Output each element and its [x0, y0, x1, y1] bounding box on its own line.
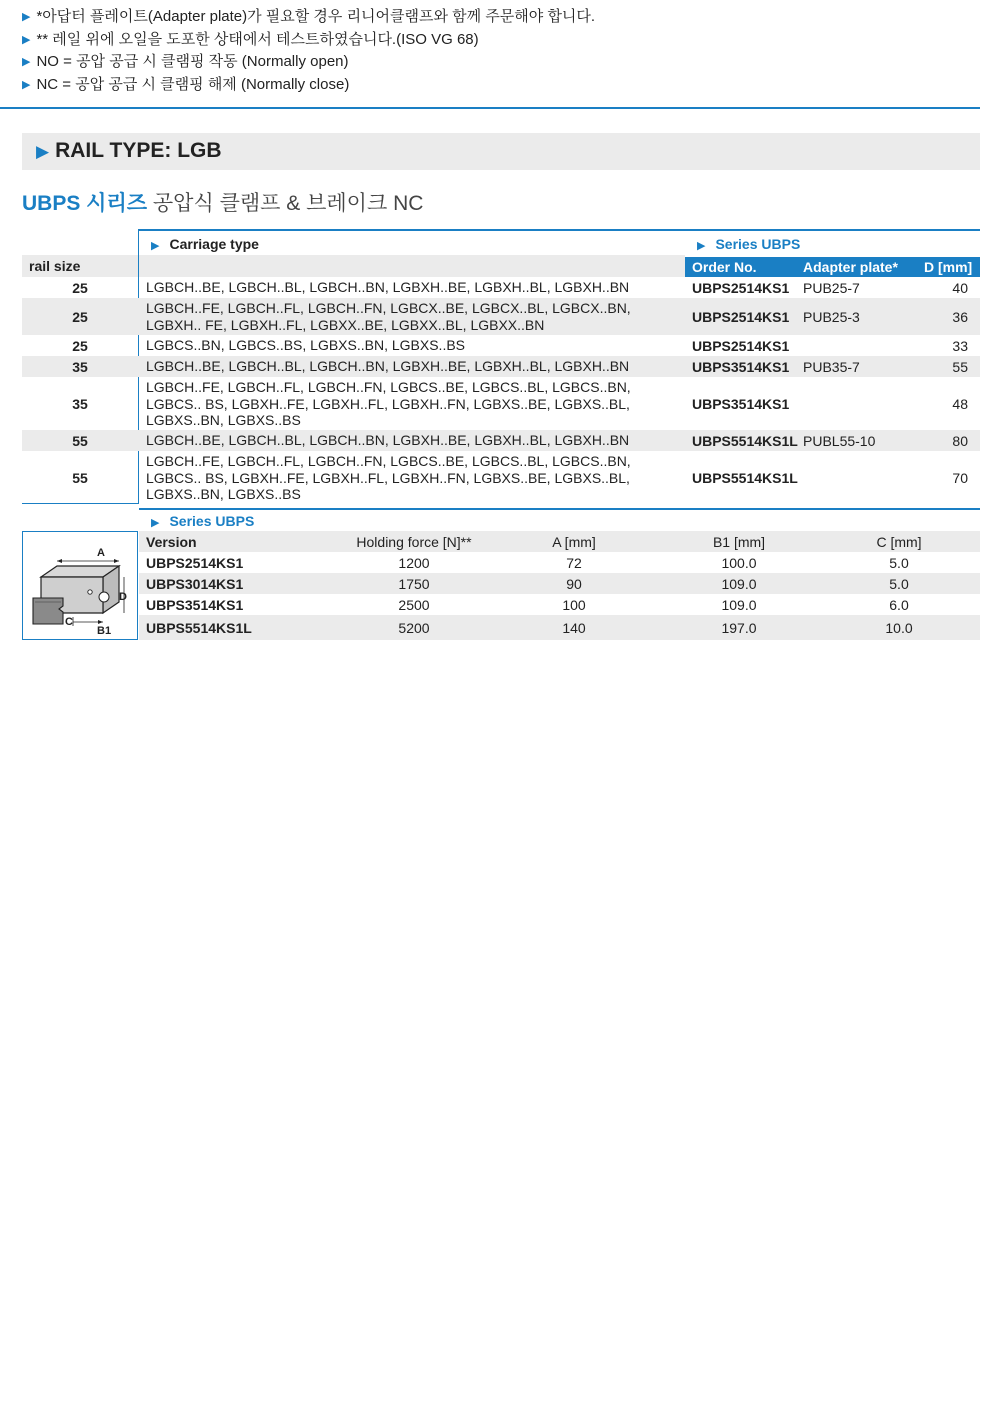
version-cell: UBPS5514KS1L [146, 620, 252, 636]
triangle-bullet-icon: ▶ [697, 240, 706, 252]
adapter-cell: PUB25-3 [803, 309, 860, 325]
triangle-bullet-icon: ▶ [36, 142, 50, 161]
a-cell: 90 [566, 576, 582, 592]
rail-size-cell: 35 [72, 359, 88, 375]
d-cell: 80 [952, 433, 968, 449]
carriage-header-cell [139, 255, 685, 277]
order-no-cell: UBPS5514KS1L [692, 470, 798, 486]
table-header-row [22, 255, 980, 277]
table-row [22, 277, 980, 298]
version-cell: UBPS3514KS1 [146, 597, 244, 613]
carriage-cell: LGBCH..BE, LGBCH..BL, LGBCH..BN, LGBXH..BE, LGBXH..BL, LGBXH..BN [146, 279, 630, 295]
note-text: ** 레일 위에 오일을 도포한 상태에서 테스트하였습니다.(ISO VG 68) [36, 30, 479, 48]
c-cell: 5.0 [889, 555, 909, 571]
adapter-cell: PUB35-7 [803, 359, 860, 375]
table-bottom-rule [22, 503, 139, 504]
table-row [22, 377, 980, 430]
carriage-cell: LGBCH..FE, LGBCH..FL, LGBCH..FN, LGBCS..BE, LGBCS..BL, LGBCS..BN, LGBCS.. BS, LGBXH..FE, LGBXH..FL, LGBXH..FN, LGBXS..BE, LGBXS..BL, LGBXS..BN, LGBXS..BS [146, 453, 631, 502]
version-cell: UBPS3014KS1 [146, 576, 244, 592]
carriage-cell: LGBCH..BE, LGBCH..BL, LGBCH..BN, LGBXH..BE, LGBXH..BL, LGBXH..BN [146, 432, 630, 448]
dim-c-label: C [65, 616, 73, 628]
specs-table-header-top [139, 508, 980, 532]
triangle-bullet-icon: ▶ [22, 33, 31, 46]
order-no-cell: UBPS2514KS1 [692, 309, 790, 325]
triangle-bullet-icon: ▶ [22, 78, 31, 91]
dim-d-label: D [119, 591, 127, 603]
clamp-drawing-icon [23, 532, 137, 639]
table-row [139, 594, 980, 615]
c-cell: 10.0 [885, 620, 913, 636]
table-row [139, 552, 980, 573]
carriage-cell: LGBCS..BN, LGBCS..BS, LGBXS..BN, LGBXS..BS [146, 337, 466, 353]
holding-force-header: Holding force [N]** [356, 534, 472, 550]
dim-a-label: A [97, 547, 105, 559]
a-cell: 72 [566, 555, 582, 571]
b1-header: B1 [mm] [712, 534, 766, 550]
note-item [22, 29, 982, 52]
notes-list [22, 6, 982, 96]
triangle-bullet-icon: ▶ [22, 11, 31, 23]
carriage-type-header: Carriage type [169, 236, 259, 252]
c-cell: 6.0 [889, 597, 909, 613]
order-no-cell: UBPS5514KS1L [692, 433, 798, 449]
version-header: Version [146, 534, 197, 550]
b1-cell: 197.0 [721, 620, 757, 636]
d-cell: 55 [952, 359, 968, 375]
rail-size-cell: 25 [72, 338, 88, 354]
a-cell: 140 [562, 620, 586, 636]
specs-header-row [139, 531, 980, 552]
triangle-bullet-icon: ▶ [151, 517, 160, 529]
note-item [22, 74, 982, 97]
clamp-diagram [22, 531, 138, 640]
rail-size-cell: 25 [72, 309, 88, 325]
table-row [22, 430, 980, 451]
rail-size-cell: 25 [72, 280, 88, 296]
series-header: Series UBPS [715, 236, 801, 252]
rail-type-banner [22, 133, 980, 170]
d-cell: 33 [952, 338, 968, 354]
order-no-header: Order No. [692, 259, 757, 275]
table-row [139, 573, 980, 594]
table-row [22, 356, 980, 377]
series-title-bold: UBPS 시리즈 [22, 192, 148, 215]
table-row [22, 451, 980, 504]
dim-b1-label: B1 [97, 625, 112, 637]
rail-type-title: RAIL TYPE: LGB [55, 139, 222, 162]
series-title [22, 187, 423, 217]
specs-series-header: Series UBPS [169, 513, 255, 529]
c-header: C [mm] [876, 534, 922, 550]
note-item [22, 51, 982, 74]
adapter-cell: PUBL55-10 [803, 433, 876, 449]
triangle-bullet-icon: ▶ [151, 240, 160, 252]
table-row [22, 298, 980, 335]
holding-force-cell: 1750 [398, 576, 430, 592]
triangle-bullet-icon: ▶ [22, 56, 31, 68]
b1-cell: 109.0 [721, 576, 757, 592]
d-cell: 70 [952, 470, 968, 486]
c-cell: 5.0 [889, 576, 909, 592]
carriage-cell: LGBCH..FE, LGBCH..FL, LGBCH..FN, LGBCS..BE, LGBCS..BL, LGBCS..BN, LGBCS.. BS, LGBXH..FE, LGBXH..FL, LGBXH..FN, LGBXS..BE, LGBXS..BL, LGBXS..BN, LGBXS..BS [146, 379, 631, 428]
d-cell: 36 [952, 309, 968, 325]
order-no-cell: UBPS2514KS1 [692, 280, 790, 296]
table-row [139, 615, 980, 640]
carriage-cell: LGBCH..FE, LGBCH..FL, LGBCH..FN, LGBCX..BE, LGBCX..BL, LGBCX..BN, LGBXH.. FE, LGBXH..FL, LGBXX..BE, LGBXX..BL, LGBXX..BN [146, 300, 631, 333]
series-title-rest: 공압식 클램프 & 브레이크 NC [147, 192, 424, 215]
order-no-cell: UBPS3514KS1 [692, 396, 790, 412]
adapter-header: Adapter plate* [803, 259, 898, 275]
note-item [22, 6, 982, 29]
table-header-top [139, 229, 980, 257]
holding-force-cell: 2500 [398, 597, 430, 613]
carriage-cell: LGBCH..BE, LGBCH..BL, LGBCH..BN, LGBXH..BE, LGBXH..BL, LGBXH..BN [146, 358, 630, 374]
rail-size-header: rail size [22, 255, 138, 277]
b1-cell: 100.0 [721, 555, 757, 571]
order-no-cell: UBPS3514KS1 [692, 359, 790, 375]
rail-size-cell: 55 [72, 470, 88, 486]
note-text: *아답터 플레이트(Adapter plate)가 필요할 경우 리니어클램프와 함께 주문해야 합니다. [36, 8, 596, 25]
version-cell: UBPS2514KS1 [146, 555, 244, 571]
adapter-cell: PUB25-7 [803, 280, 860, 296]
a-header: A [mm] [552, 534, 596, 550]
holding-force-cell: 5200 [398, 620, 430, 636]
table-row [22, 335, 980, 356]
holding-force-cell: 1200 [398, 555, 430, 571]
a-cell: 100 [562, 597, 586, 613]
order-no-cell: UBPS2514KS1 [692, 338, 790, 354]
rail-size-cell: 35 [72, 396, 88, 412]
b1-cell: 109.0 [721, 597, 757, 613]
note-text: NO = 공압 공급 시 클램핑 작동 (Normally open) [36, 53, 349, 70]
d-header: D [mm] [924, 259, 973, 275]
d-cell: 48 [952, 396, 968, 412]
section-divider [0, 107, 980, 109]
note-text: NC = 공압 공급 시 클램핑 해제 (Normally close) [36, 75, 350, 93]
d-cell: 40 [952, 280, 968, 296]
order-header-group [685, 257, 980, 277]
rail-size-cell: 55 [72, 433, 88, 449]
